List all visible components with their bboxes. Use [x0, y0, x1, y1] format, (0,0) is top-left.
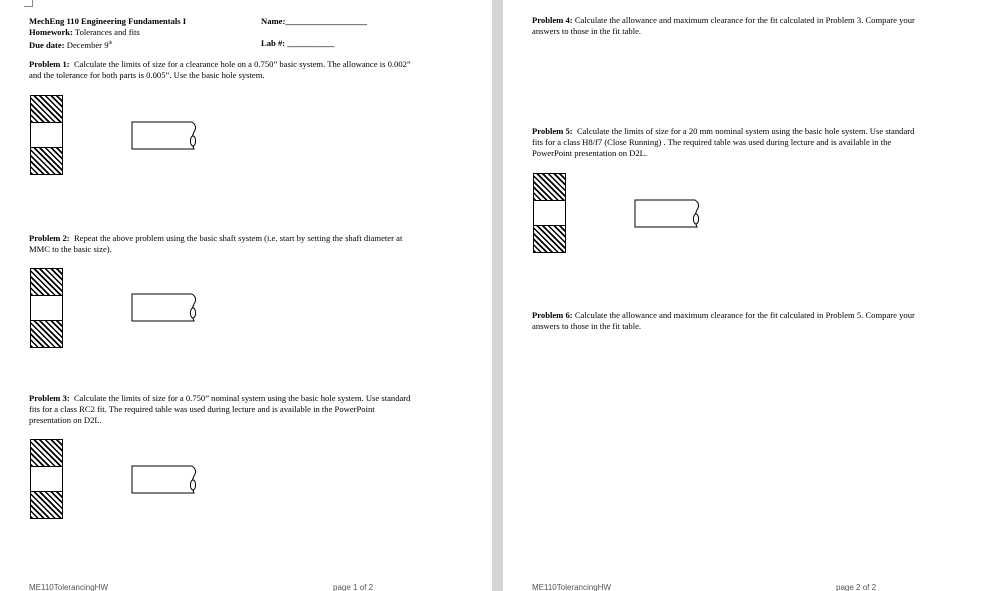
due-date-line: [29, 38, 112, 51]
page-2-footer-right: page 2 of 2: [836, 583, 877, 591]
shaft-drawing-5: [633, 198, 703, 230]
problem-3-line-3: presentation on D2L.: [29, 415, 102, 425]
due-date-value: December 9: [66, 39, 109, 50]
shaft-drawing-1: [130, 120, 200, 152]
problem-5: [532, 126, 914, 159]
homework-line: [29, 27, 140, 38]
problem-2-line-1: Repeat the above problem using the basic shaft system (i.e. start by setting the shaft diameter at: [73, 233, 403, 243]
hatch-bottom: [534, 225, 565, 252]
problem-5-line-3: PowerPoint presentation on D2L.: [532, 148, 648, 158]
homework-label: Homework:: [29, 27, 73, 37]
hatch-bottom: [31, 320, 62, 347]
hole-drawing-3: [30, 439, 63, 519]
shaft-drawing-3: [130, 464, 200, 496]
problem-5-label: Problem 5:: [532, 126, 573, 136]
problem-6-line-1: Calculate the allowance and maximum clearance for the fit calculated in Problem 5. Compare your: [574, 310, 915, 320]
lab-field: Lab #: ___________: [261, 38, 335, 48]
page-2-footer-left: ME110TolerancingHW: [532, 583, 611, 591]
problem-3-line-1: Calculate the limits of size for a 0.750” nominal system using the basic hole system. Use standard: [73, 393, 411, 403]
problem-2-label: Problem 2:: [29, 233, 70, 243]
problem-2: [29, 233, 402, 255]
document-page-2: [503, 0, 996, 591]
page-1-footer-left: ME110TolerancingHW: [29, 583, 108, 591]
problem-4: [532, 15, 915, 37]
problem-5-line-1: Calculate the limits of size for a 20 mm nominal system using the basic hole system. Use standard: [576, 126, 915, 136]
problem-6-line-2: answers to those in the fit table.: [532, 321, 642, 331]
name-field: Name:___________________: [261, 16, 367, 26]
hatch-top: [31, 440, 62, 467]
hatch-top: [31, 269, 62, 296]
problem-2-line-2: MMC to the basic size).: [29, 244, 112, 254]
shaft-drawing-2: [130, 292, 200, 324]
problem-5-line-2: fits for a class H8/f7 (Close Running) . The required table was used during lecture and is available in the: [532, 137, 892, 147]
problem-6: [532, 310, 915, 332]
problem-1-line-1: Calculate the limits of size for a clearance hole on a 0.750” basic system. The allowance is 0.002”: [73, 59, 411, 69]
due-date-label: Due date:: [29, 39, 65, 50]
problem-6-label: Problem 6:: [532, 310, 573, 320]
page-1-footer-right: page 1 of 2: [333, 583, 374, 591]
problem-4-label: Problem 4:: [532, 15, 573, 25]
homework-value: Tolerances and fits: [74, 27, 140, 37]
due-date-suffix: th: [108, 41, 113, 46]
course-title: MechEng 110 Engineering Fundamentals I: [29, 16, 187, 26]
hatch-bottom: [31, 491, 62, 518]
problem-3: [29, 393, 410, 426]
document-page-1: [0, 0, 492, 591]
problem-1: [29, 59, 411, 81]
hole-drawing-5: [533, 173, 566, 253]
hatch-bottom: [31, 147, 62, 174]
hole-drawing-2: [30, 268, 63, 348]
problem-3-label: Problem 3:: [29, 393, 70, 403]
problem-4-line-2: answers to those in the fit table.: [532, 26, 642, 36]
problem-1-line-2: and the tolerance for both parts is 0.005”. Use the basic hole system.: [29, 70, 265, 80]
problem-4-line-1: Calculate the allowance and maximum clearance for the fit calculated in Problem 3. Compare your: [574, 15, 915, 25]
page-corner-mark: [24, 0, 33, 7]
hatch-top: [31, 96, 62, 123]
hatch-top: [534, 174, 565, 201]
problem-1-label: Problem 1:: [29, 59, 70, 69]
hole-drawing-1: [30, 95, 63, 175]
problem-3-line-2: fits for a class RC2 fit. The required table was used during lecture and is available in the PowerPoint: [29, 404, 375, 414]
